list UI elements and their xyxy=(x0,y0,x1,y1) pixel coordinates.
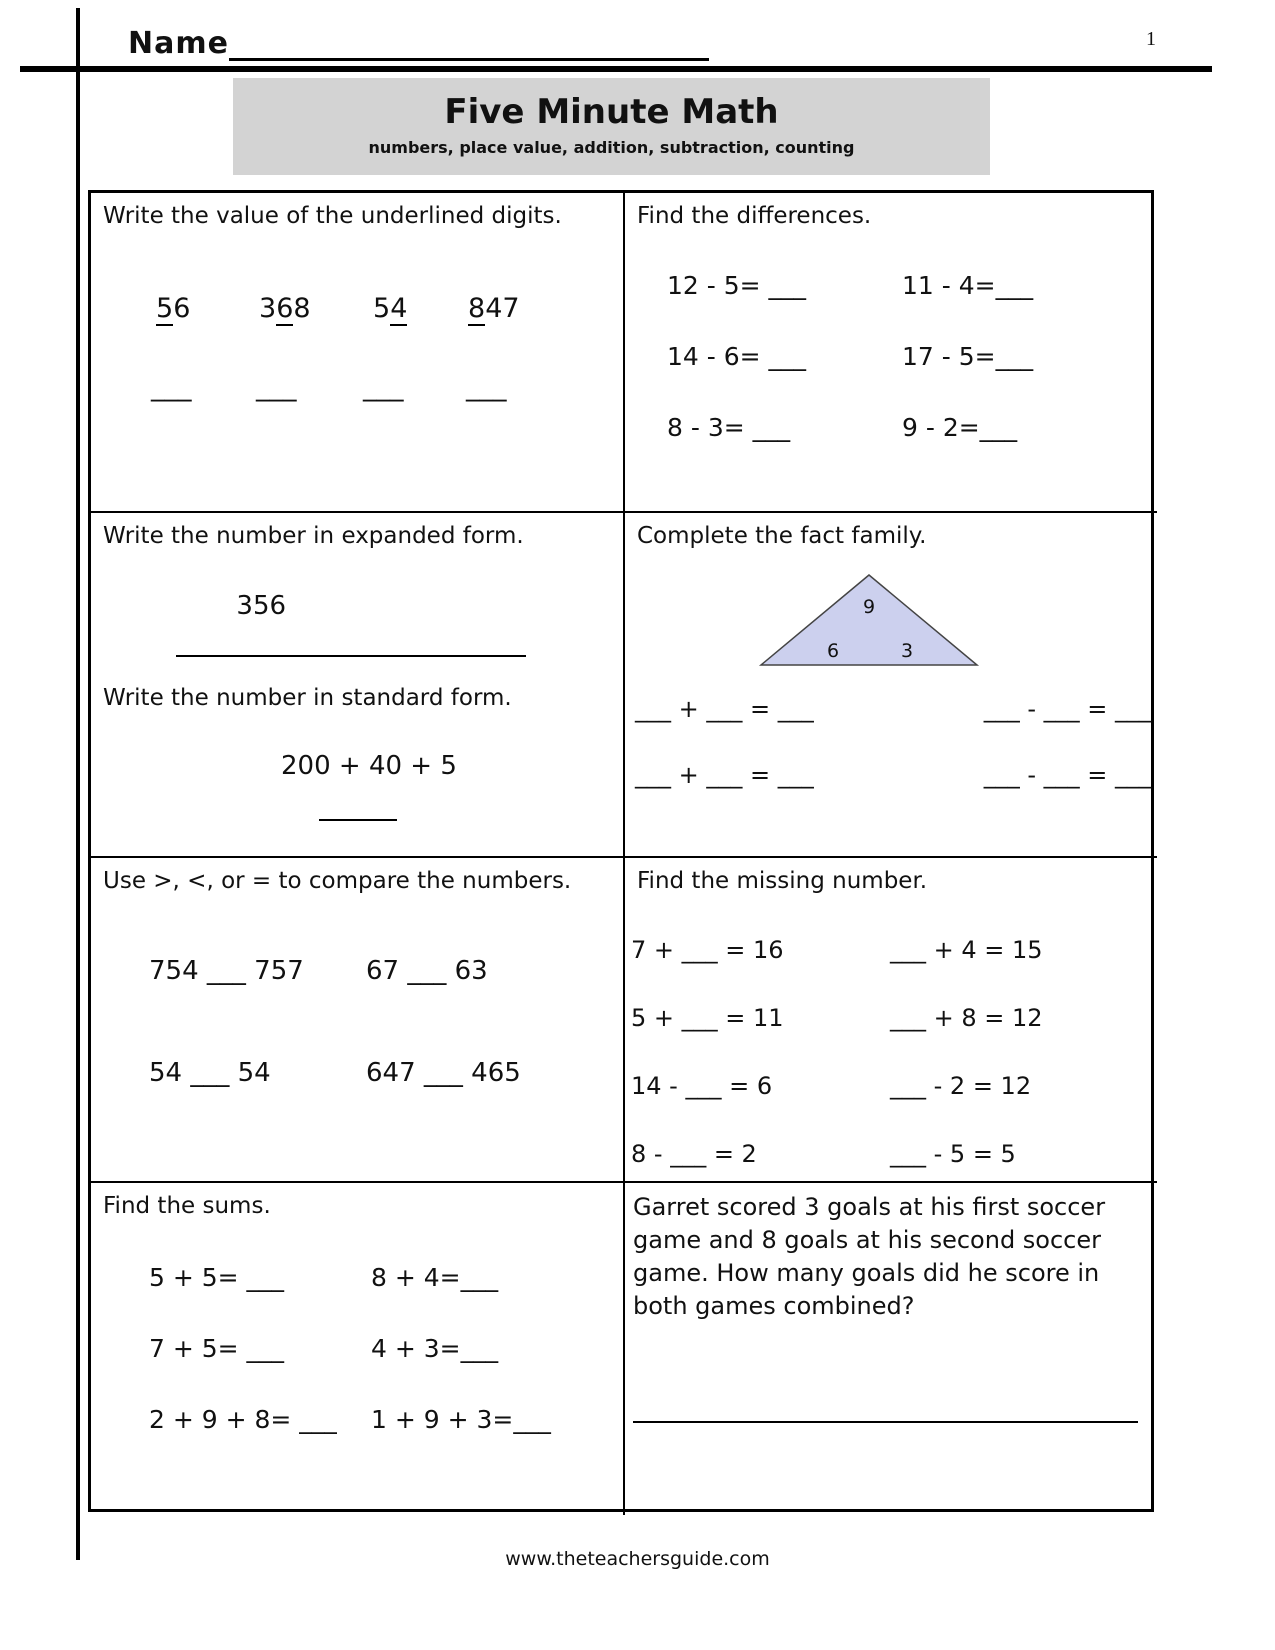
section-word-problem xyxy=(625,1183,1157,1515)
number-item: 368 xyxy=(259,293,311,324)
problems-grid xyxy=(631,936,1149,1168)
number-item: 56 xyxy=(156,293,191,324)
section-heading: Use >, <, or = to compare the numbers. xyxy=(103,868,572,894)
section-sums xyxy=(91,1183,625,1515)
worksheet-subtitle: numbers, place value, addition, subtraction, counting xyxy=(368,138,855,157)
footer-url: www.theteachersguide.com xyxy=(505,1548,770,1570)
triangle-left-number: 6 xyxy=(827,640,840,662)
problem: 14 - ___ = 6 xyxy=(631,1072,773,1100)
number-item: 847 xyxy=(468,293,520,324)
section-heading: Find the missing number. xyxy=(637,868,928,894)
problem: 8 - 3= ___ xyxy=(667,413,791,442)
problem: 9 - 2=___ xyxy=(902,413,1018,442)
triangle-shape xyxy=(761,575,977,665)
section-heading: Write the number in expanded form. xyxy=(103,523,524,549)
name-label: Name xyxy=(128,26,229,61)
problem: 4 + 3=___ xyxy=(371,1334,499,1363)
fact-family-triangle xyxy=(753,571,985,677)
problem: 14 - 6= ___ xyxy=(667,342,807,371)
section-heading: Find the differences. xyxy=(637,203,872,229)
subtraction-blank-equation[interactable]: ___ - ___ = ___ xyxy=(983,695,1151,723)
title-box xyxy=(233,78,990,175)
number-item: 54 xyxy=(373,293,408,324)
fact-family-equations xyxy=(635,695,1151,723)
problems-grid xyxy=(149,956,583,1088)
name-blank-line[interactable] xyxy=(229,27,709,61)
problem: 2 + 9 + 8= ___ xyxy=(149,1405,337,1434)
section-heading: Write the number in standard form. xyxy=(103,685,512,711)
left-margin-line xyxy=(76,8,80,1560)
problem: ___ - 5 = 5 xyxy=(890,1140,1016,1168)
problem: 5 + ___ = 11 xyxy=(631,1004,784,1032)
section-heading: Find the sums. xyxy=(103,1193,271,1219)
addition-blank-equation[interactable]: ___ + ___ = ___ xyxy=(635,761,814,789)
problem: 54 ___ 54 xyxy=(149,1058,271,1088)
expanded-number: 356 xyxy=(236,591,287,621)
answer-blank[interactable]: ___ xyxy=(363,371,404,402)
answer-blank[interactable]: ___ xyxy=(256,371,297,402)
problem: 8 + 4=___ xyxy=(371,1263,499,1292)
name-row xyxy=(128,26,709,61)
problem: 67 ___ 63 xyxy=(366,956,488,986)
problems-grid xyxy=(667,271,1137,442)
answer-line[interactable] xyxy=(633,1421,1138,1423)
problems-grid xyxy=(149,1263,593,1434)
section-heading: Complete the fact family. xyxy=(637,523,927,549)
problem: ___ + 4 = 15 xyxy=(890,936,1043,964)
answer-line[interactable] xyxy=(319,819,397,821)
problem: ___ - 2 = 12 xyxy=(890,1072,1032,1100)
section-underlined-digits xyxy=(91,193,625,513)
section-heading: Write the value of the underlined digits. xyxy=(103,203,562,229)
section-fact-family xyxy=(625,513,1157,858)
section-differences xyxy=(625,193,1157,513)
problem: 754 ___ 757 xyxy=(149,956,304,986)
section-expanded-standard xyxy=(91,513,625,858)
section-compare xyxy=(91,858,625,1183)
triangle-top-number: 9 xyxy=(863,596,876,618)
answer-blank[interactable]: ___ xyxy=(466,371,507,402)
worksheet-table xyxy=(88,190,1154,1512)
problem: 1 + 9 + 3=___ xyxy=(371,1405,551,1434)
answer-blank[interactable]: ___ xyxy=(151,371,192,402)
problem: 8 - ___ = 2 xyxy=(631,1140,757,1168)
problem: 12 - 5= ___ xyxy=(667,271,807,300)
problem: 11 - 4=___ xyxy=(902,271,1034,300)
subtraction-blank-equation[interactable]: ___ - ___ = ___ xyxy=(983,761,1151,789)
section-missing-number xyxy=(625,858,1157,1183)
standard-expression: 200 + 40 + 5 xyxy=(281,751,457,781)
problem: 7 + 5= ___ xyxy=(149,1334,285,1363)
problem: 7 + ___ = 16 xyxy=(631,936,784,964)
problem: 5 + 5= ___ xyxy=(149,1263,285,1292)
problem: 647 ___ 465 xyxy=(366,1058,521,1088)
word-problem-text: Garret scored 3 goals at his first soccer game and 8 goals at his second soccer game. How many goals did he score in both games combined? xyxy=(633,1193,1106,1321)
answer-line[interactable] xyxy=(176,655,526,657)
page-number: 1 xyxy=(1146,28,1156,50)
triangle-right-number: 3 xyxy=(901,640,914,662)
problem: 17 - 5=___ xyxy=(902,342,1034,371)
worksheet-title: Five Minute Math xyxy=(444,92,779,132)
problem: ___ + 8 = 12 xyxy=(890,1004,1043,1032)
header-divider-line xyxy=(20,66,1212,72)
fact-family-equations xyxy=(635,761,1151,789)
addition-blank-equation[interactable]: ___ + ___ = ___ xyxy=(635,695,814,723)
